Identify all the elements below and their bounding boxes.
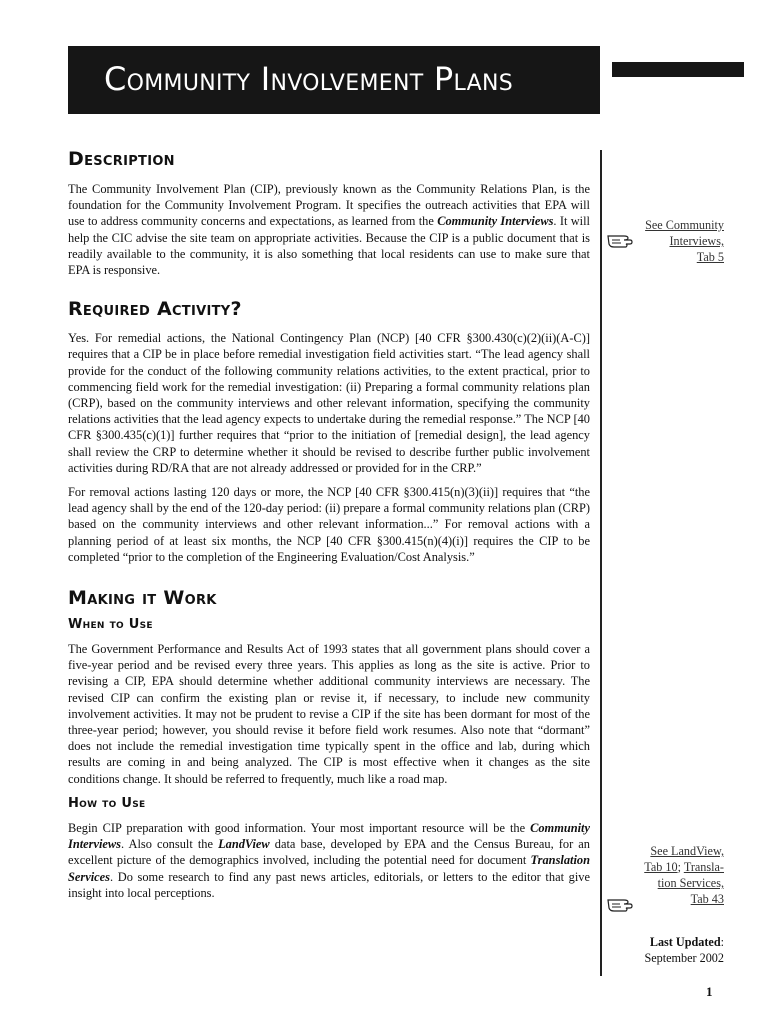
page-number: 1: [706, 984, 713, 999]
required-activity-heading: Required Activity?: [68, 298, 242, 321]
required-paragraph-2: For removal actions lasting 120 days or more, the NCP [40 CFR §300.415(n)(3)(ii)] requires that “the lead agency shall by the end of the 120-day period: (ii) prepare a formal community relations plan (CRP) based on the community interviews and other relevant information...” For removal actions with a planning period of at least six months, the NCP [40 CFR §300.415(n)(4)(i)] requires the CIP to be completed “prior to the completion of the Engineering Evaluation/Cost Analysis.”: [68, 485, 590, 564]
translation-services-link[interactable]: Transla-: [683, 860, 724, 874]
last-updated: Last Updated: September 2002: [644, 935, 724, 965]
how-to-use-paragraph: Begin CIP preparation with good information. Your most important resource will be the Community Interviews. Also consult the LandView data base, developed by EPA and the Census Bureau, for an excellent picture of the demographics involved, including the potential need for document Translation Services. Do some research to find any past news articles, editorials, or letters to the editor that give insight into local perceptions.: [68, 820, 590, 900]
section-tab-bar: [612, 62, 744, 77]
sidebar-reference-community-interviews[interactable]: [645, 217, 724, 265]
when-to-use-heading: When to Use: [68, 617, 153, 633]
making-it-work-heading: Making it Work: [68, 587, 217, 610]
tab-43-link[interactable]: Tab 43: [690, 892, 724, 906]
when-to-use-paragraph: The Government Performance and Results Act of 1993 states that all government plans should cover a five-year period and be revised every three years. This applies as long as the site is active. Prior to revising a CIP, EPA should determine whether additional community interviews are necessary. The revised CIP can confirm the existing plan or revise it, if necessary, to include new community involvement activities. It may not be prudent to revise a CIP if the site has been dormant for most of the three-year period; however, you should revise it before field work resumes. Also note that “dormant” does not include the remedial investigation time typically spent in the office and lab, during which results are coming in and being analyzed. The CIP is most effective when it changes as the site conditions change. It should be referred to frequently, much like a road map.: [68, 642, 590, 786]
see-landview-link[interactable]: See LandView,: [650, 844, 724, 858]
interviews-link[interactable]: Interviews,: [669, 234, 724, 248]
margin-rule: [600, 150, 602, 976]
translation-services-link-cont[interactable]: tion Services,: [657, 876, 724, 890]
last-updated-date: September 2002: [644, 951, 724, 965]
see-community-interviews-link[interactable]: See Community: [645, 218, 724, 232]
last-updated-label: Last Updated: [649, 935, 721, 949]
pointing-hand-icon: [606, 894, 634, 914]
how-to-use-heading: How to Use: [68, 795, 146, 811]
description-paragraph: The Community Involvement Plan (CIP), previously known as the Community Relations Plan, is the foundation for the Community Involvement Program. It specifies the outreach activities that EPA will use to address community concerns and expectations, as learned from the Community Interviews. It will help the CIC advise the site team on appropriate activities. Because the CIP is a public document that is readily available to the community, it is also something that local residents can use to make sure that EPA is responsive.: [68, 182, 590, 278]
required-paragraph-1: Yes. For remedial actions, the National Contingency Plan (NCP) [40 CFR §300.430(c)(2)(ii)(A-C)] requires that a CIP be in place before remedial investigation field activities start. “The lead agency shall provide for the conduct of the following community relations activities, to the extent practical, prior to commencing field work for the remedial investigation: (ii) Preparing a formal community relations plan (CRP), based on the community interviews and other relevant information, specifying the community relations activities that the lead agency expects to undertake during the remedial response.” The NCP [40 CFR §300.435(c)(1)] further requires that “prior to the initiation of [remedial design], the lead agency shall review the CRP to determine whether it should be revised to describe further public involvement activities during RD/RA that are not already addressed or provided for in the CRP.”: [68, 331, 590, 475]
main-content: [68, 148, 590, 901]
tab-5-link[interactable]: Tab 5: [696, 250, 724, 264]
title-banner: [68, 46, 600, 114]
sidebar-reference-landview[interactable]: See LandView, Tab 10; Transla- tion Services, Tab 43: [644, 844, 724, 906]
page-title: Community Involvement Plans: [104, 60, 513, 98]
tab-10-link[interactable]: Tab 10: [644, 860, 678, 874]
pointing-hand-icon: [606, 230, 634, 250]
description-heading: Description: [68, 148, 175, 170]
